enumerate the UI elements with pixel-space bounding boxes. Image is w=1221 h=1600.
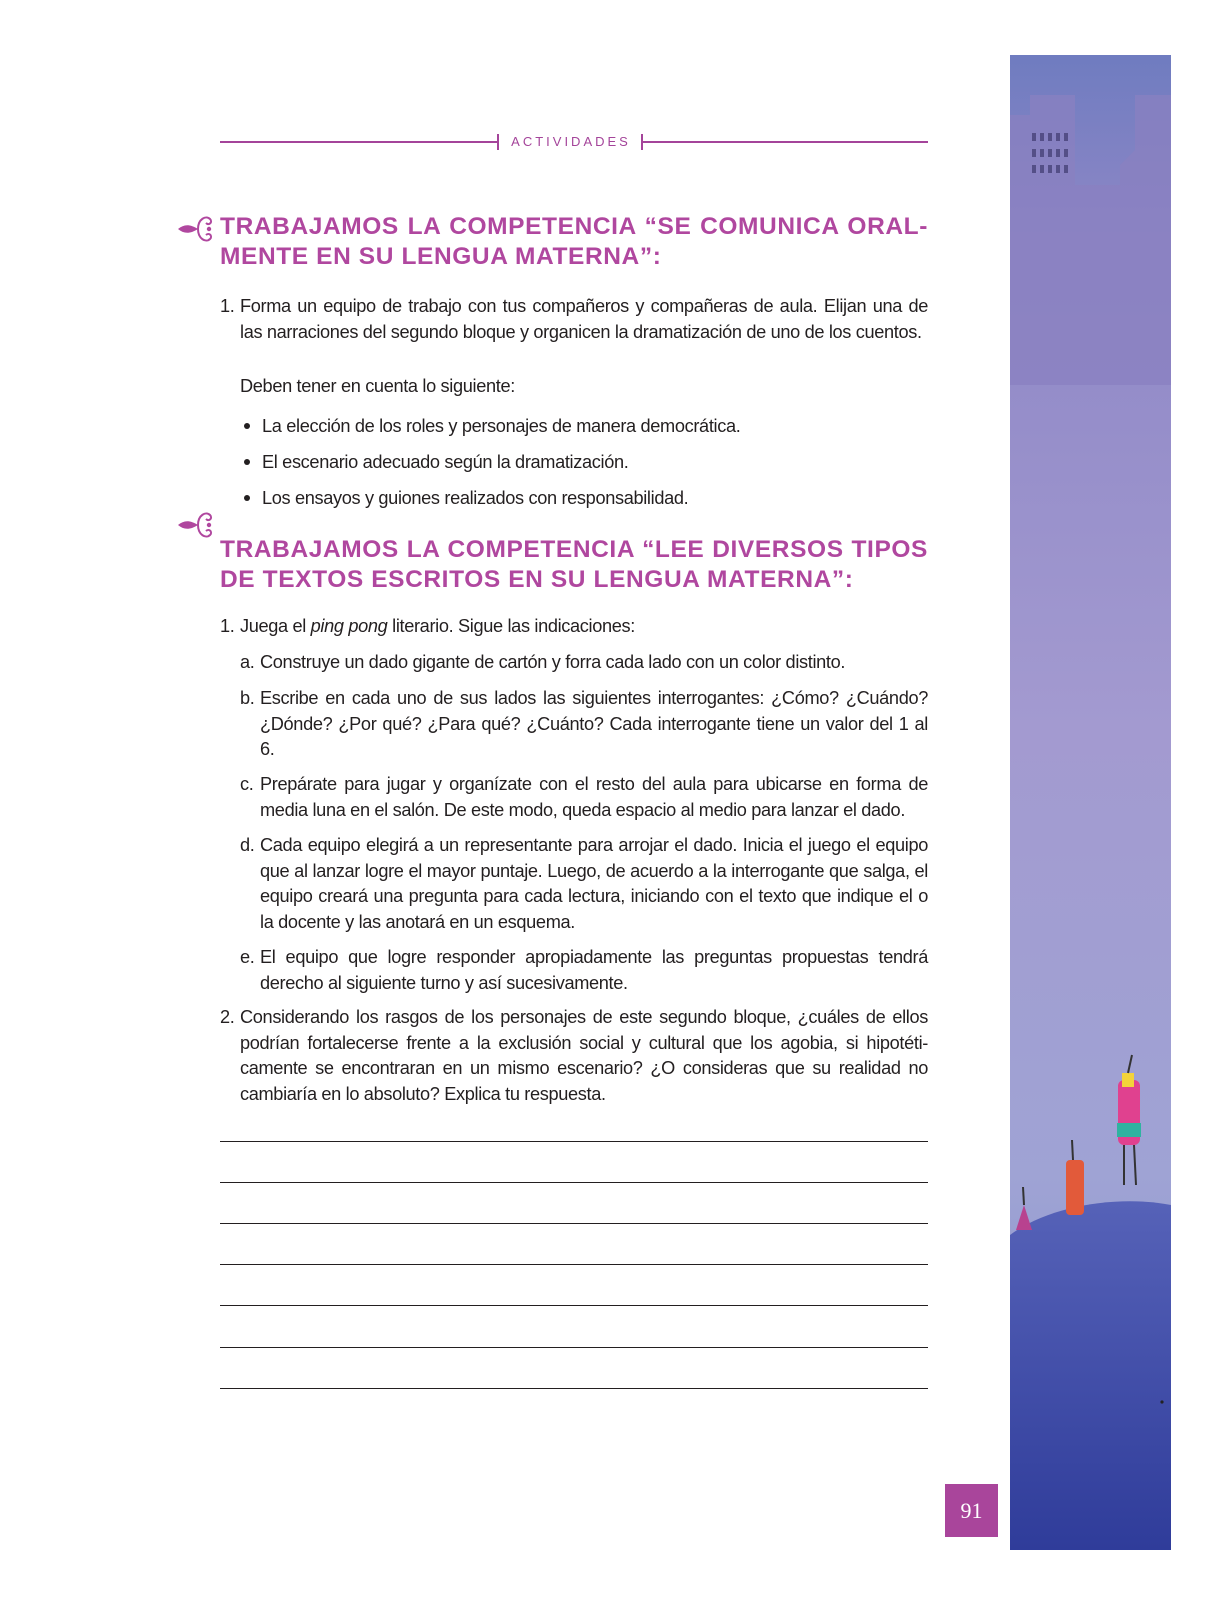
subitem-letter: e. [240, 947, 255, 967]
answer-line[interactable] [220, 1347, 928, 1348]
subitem-letter: b. [240, 688, 255, 708]
section-2-title: TRABAJAMOS LA COMPETENCIA “LEE DIVERSOS TIPOS DE TEXTOS ESCRITOS EN SU LENGUA MATERNA”: [220, 536, 928, 593]
item-text: Juega el ping pong literario. Sigue las indicaciones: [240, 616, 635, 636]
header-rule-right [643, 141, 928, 143]
item-number: 1. [220, 296, 235, 316]
item-note: Deben tener en cuenta lo siguiente: [240, 376, 515, 396]
header-tick-left [497, 134, 499, 150]
subitem-text: Prepárate para jugar y organízate con el resto del aula para ubicarse en forma de media luna en el salón. De este modo, queda espacio al medio para lanzar el dado. [260, 774, 928, 820]
header-rule-left [220, 141, 497, 143]
bullet-dot [244, 423, 250, 429]
subitem-letter: c. [240, 774, 254, 794]
answer-line[interactable] [220, 1182, 928, 1183]
header-label: ACTIVIDADES [511, 134, 631, 149]
item-number: 1. [220, 616, 235, 636]
answer-line[interactable] [220, 1141, 928, 1142]
bullet-text: Los ensayos y guiones realizados con responsabilidad. [262, 488, 689, 508]
item-number: 2. [220, 1007, 235, 1027]
subitem-text: Cada equipo elegirá a un representante para arrojar el dado. Inicia el juego el equipo que al lanzar logre el mayor puntaje. Luego, de acuerdo a la interrogante que salga, el equipo creará una pregunta para cada lectura, iniciando con el texto que indique el o la docente y las anotará en un esquema. [260, 835, 928, 932]
flourish-icon [176, 507, 216, 543]
answer-line[interactable] [220, 1264, 928, 1265]
answer-line[interactable] [220, 1388, 928, 1389]
section-1-title: TRABAJAMOS LA COMPETENCIA “SE COMUNICA ORAL- MENTE EN SU LENGUA MATERNA”: [220, 213, 928, 270]
flourish-icon [176, 211, 216, 247]
subitem-letter: d. [240, 835, 255, 855]
bullet-dot [244, 495, 250, 501]
subitem-text: Construye un dado gigante de cartón y forra cada lado con un color distinto. [260, 652, 846, 672]
subitem-letter: a. [240, 652, 255, 672]
page-number: 91 [945, 1484, 998, 1537]
section-header [220, 131, 928, 151]
item-text: Considerando los rasgos de los personajes de este segundo bloque, ¿cuáles de ellos podrían fortalecerse frente a la exclusión social y cultural que los agobia, si hipotéti- camente se encontraran en un mismo escenario? ¿O consideras que su realidad no cambiaría en lo absoluto? Explica tu respuesta. [240, 1007, 928, 1104]
bullet-dot [244, 459, 250, 465]
bullet-text: La elección de los roles y personajes de manera democrática. [262, 416, 741, 436]
bullet-text: El escenario adecuado según la dramatización. [262, 452, 629, 472]
subitem-text: El equipo que logre responder apropiadamente las preguntas propuestas tendrá derecho al siguiente turno y así sucesivamente. [260, 947, 928, 993]
answer-line[interactable] [220, 1223, 928, 1224]
subitem-text: Escribe en cada uno de sus lados las siguientes interrogantes: ¿Cómo? ¿Cuándo? ¿Dónde? ¿Por qué? ¿Para qué? ¿Cuánto? Cada interrogante tiene un valor del 1 al 6. [260, 688, 928, 759]
answer-line[interactable] [220, 1305, 928, 1306]
side-illustration [1010, 55, 1171, 1550]
item-text: Forma un equipo de trabajo con tus compañeros y compañeras de aula. Elijan una de las narraciones del segundo bloque y organicen la dramatización de uno de los cuentos. [240, 296, 928, 342]
